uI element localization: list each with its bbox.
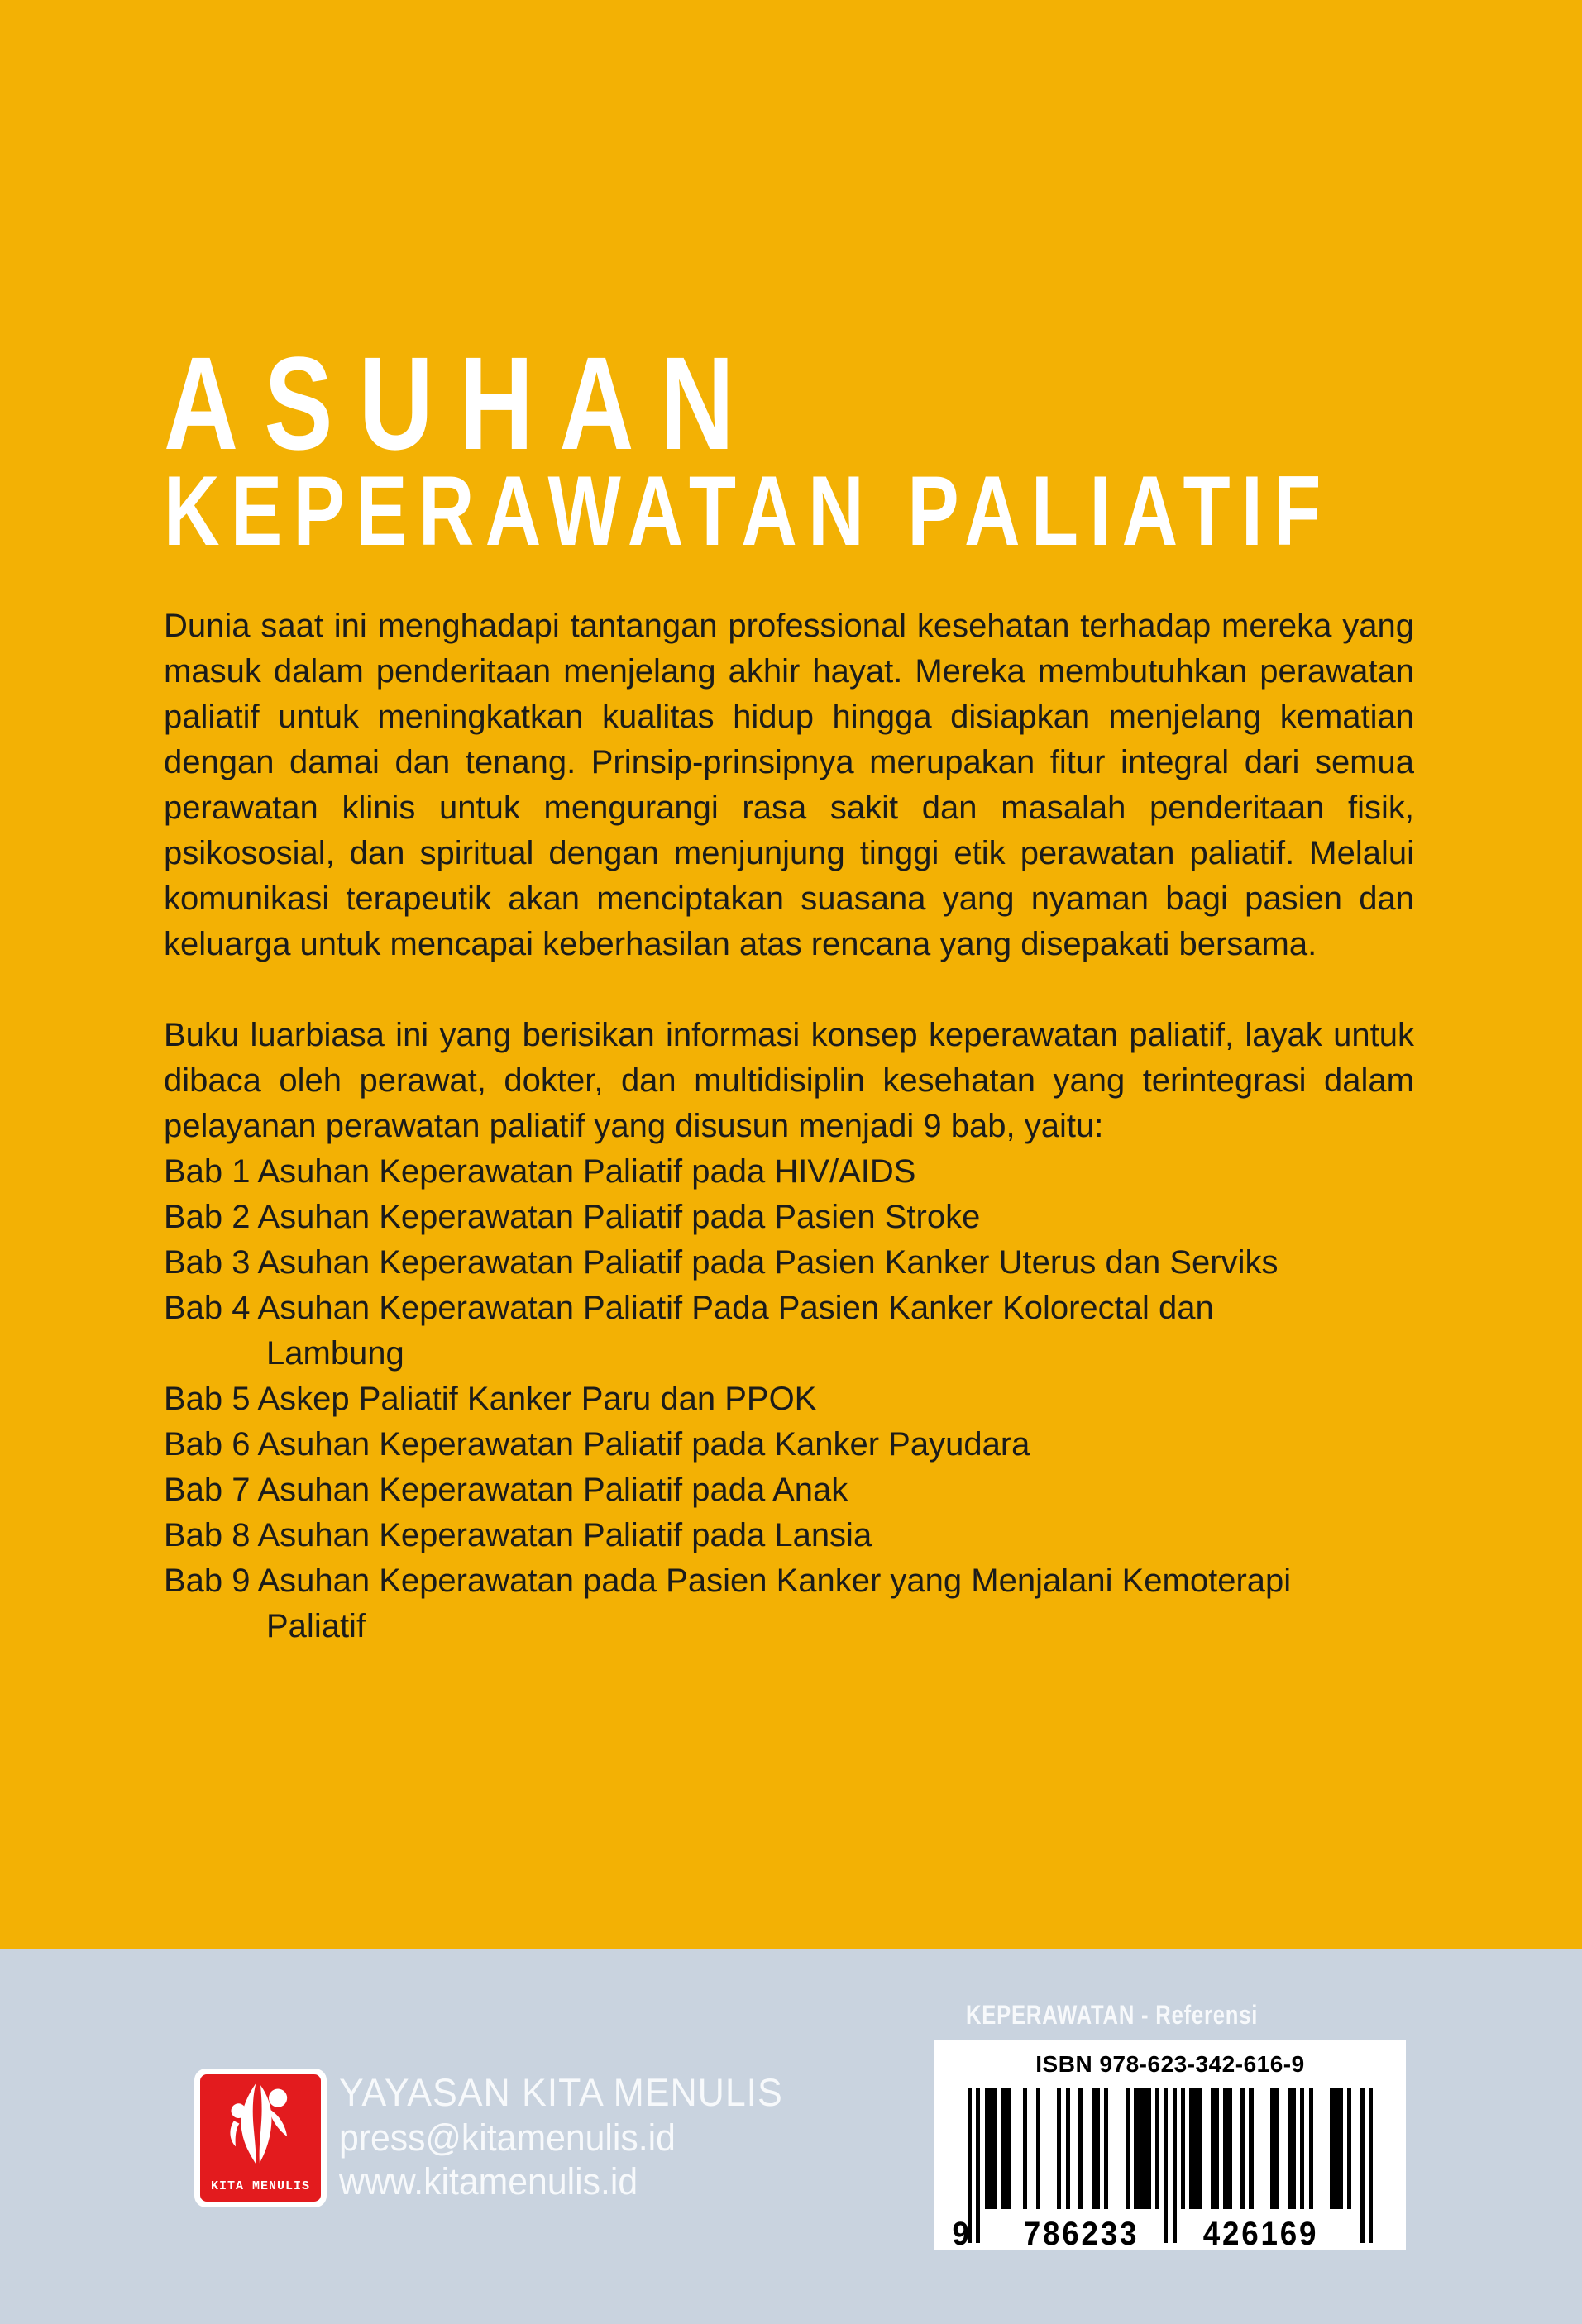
chapter-item-6: Bab 6 Asuhan Keperawatan Paliatif pada Kanker Payudara: [164, 1426, 1030, 1463]
publisher-logo-text: KITA MENULIS: [210, 2179, 311, 2193]
chapter-item-9: Bab 9 Asuhan Keperawatan pada Pasien Kanker yang Menjalani Kemoterapi Paliatif: [164, 1563, 1292, 1644]
chapter-item-1: Bab 1 Asuhan Keperawatan Paliatif pada HIV/AIDS: [164, 1153, 916, 1190]
synopsis-paragraph-2: Buku luarbiasa ini yang berisikan informasi konsep keperawatan paliatif, layak untuk dibaca oleh perawat, dokter, dan multidisiplin kesehatan yang terintegrasi dalam pelayanan perawatan paliatif yang disusun menjadi 9 bab, yaitu:: [164, 1017, 1414, 1144]
chapter-item-8: Bab 8 Asuhan Keperawatan Paliatif pada Lansia: [164, 1517, 872, 1553]
chapter-item-5: Bab 5 Askep Paliatif Kanker Paru dan PPOK: [164, 1381, 817, 1417]
isbn-barcode: [934, 2040, 1406, 2250]
chapter-list: [164, 1149, 1305, 1649]
publisher-email: press@kitamenulis.id: [339, 2116, 676, 2159]
publisher-logo-people-flame-icon: [200, 2076, 321, 2177]
book-title-line2: KEPERAWATAN PALIATIF: [164, 456, 1332, 566]
chapter-item-4: Bab 4 Asuhan Keperawatan Paliatif Pada Pasien Kanker Kolorectal dan Lambung: [164, 1290, 1214, 1372]
publisher-website: www.kitamenulis.id: [339, 2160, 638, 2202]
isbn-label: ISBN 978-623-342-616-9: [1035, 2051, 1305, 2077]
synopsis: [164, 604, 1414, 1649]
book-title-line1: ASUHAN: [164, 329, 761, 477]
chapter-item-2: Bab 2 Asuhan Keperawatan Paliatif pada Pasien Stroke: [164, 1199, 981, 1235]
publisher-logo: [194, 2069, 327, 2207]
barcode-digit-prefix: 9: [952, 2216, 969, 2252]
chapter-item-7: Bab 7 Asuhan Keperawatan Paliatif pada Anak: [164, 1472, 848, 1508]
barcode-digits-left: 786233: [1023, 2216, 1140, 2252]
category-label: KEPERAWATAN - Referensi: [966, 2000, 1259, 2030]
chapter-item-3: Bab 3 Asuhan Keperawatan Paliatif pada Pasien Kanker Uterus dan Serviks: [164, 1244, 1279, 1281]
publisher-logo-red-box: [200, 2074, 321, 2202]
publisher-name: YAYASAN KITA MENULIS: [339, 2070, 783, 2114]
synopsis-paragraph-1: Dunia saat ini menghadapi tantangan professional kesehatan terhadap mereka yang masuk dalam penderitaan menjelang akhir hayat. Mereka membutuhkan perawatan paliatif untuk meningkatkan kualitas hidup hingga disiapkan menjelang kematian dengan damai dan tenang. Prinsip-prinsipnya merupakan fitur integral dari semua perawatan klinis untuk mengurangi rasa sakit dan masalah penderitaan fisik, psikososial, dan spiritual dengan menjunjung tinggi etik perawatan paliatif. Melalui komunikasi terapeutik akan menciptakan suasana yang nyaman bagi pasien dan keluarga untuk mencapai keberhasilan atas rencana yang disepakati bersama.: [164, 608, 1414, 962]
footer-band: [0, 1949, 1582, 2324]
barcode-digits-right: 426169: [1202, 2216, 1319, 2252]
